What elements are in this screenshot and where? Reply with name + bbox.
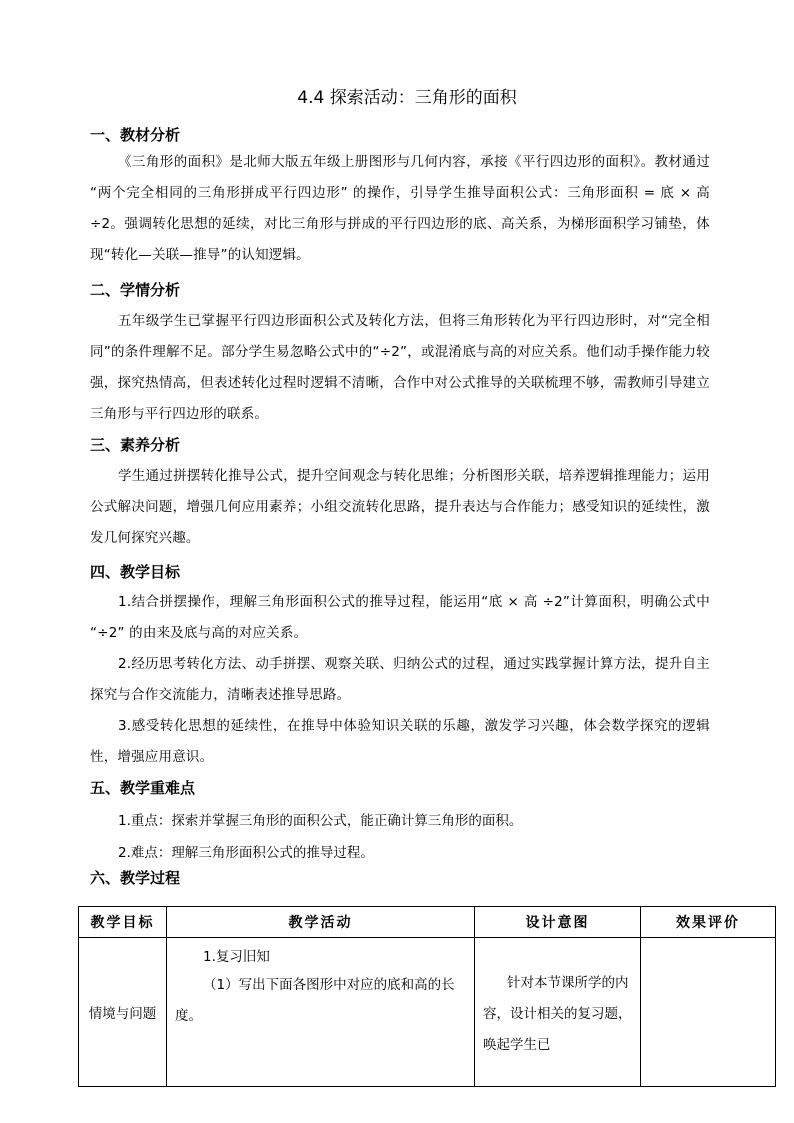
section-heading-key-difficulties: 五、教学重难点 <box>90 779 196 797</box>
page-title: 4.4 探索活动：三角形的面积 <box>297 88 517 108</box>
activity-line-exercise: （1）写出下面各图形中对应的底和高的长度。 <box>175 977 455 1024</box>
table-header-evaluation: 效果评价 <box>641 907 776 938</box>
cell-goal: 情境与问题 <box>79 938 167 1087</box>
section-heading-student-analysis: 二、学情分析 <box>90 281 181 299</box>
cell-activity <box>167 938 475 1087</box>
table-row <box>79 938 776 1087</box>
table-header-activity: 教学活动 <box>167 907 475 938</box>
table-header-intent: 设计意图 <box>475 907 641 938</box>
section-heading-textbook-analysis: 一、教材分析 <box>90 126 181 144</box>
cell-intent: 针对本节课所学的内容，设计相关的复习题，唤起学生已 <box>475 938 641 1087</box>
textbook-analysis-paragraph: 《三角形的面积》是北师大版五年级上册图形与几何内容，承接《平行四边形的面积》。教材通过 “两个完全相同的三角形拼成平行四边形” 的操作，引导学生推导面积公式：三角形面积 = 底 × 高 ÷2。强调转化思想的延续，对比三角形与拼成的平行四边形的底、高关系，为梯形面积学习铺垫，体现“转化—关联—推导”的认知逻辑。 <box>90 154 710 263</box>
teaching-goal-2: 2.经历思考转化方法、动手拼摆、观察关联、归纳公式的过程，通过实践掌握计算方法，提升自主探究与合作交流能力，清晰表述推导思路。 <box>90 656 710 703</box>
table-header-goal: 教学目标 <box>79 907 167 938</box>
section-heading-competency-analysis: 三、素养分析 <box>90 436 181 454</box>
competency-analysis-paragraph: 学生通过拼摆转化推导公式，提升空间观念与转化思维；分析图形关联，培养逻辑推理能力；运用公式解决问题，增强几何应用素养；小组交流转化思路，提升表达与合作能力；感受知识的延续性，激发几何探究兴趣。 <box>90 468 710 546</box>
activity-line-review: 1.复习旧知 <box>203 949 270 965</box>
cell-evaluation <box>641 938 776 1087</box>
student-analysis-paragraph: 五年级学生已掌握平行四边形面积公式及转化方法，但将三角形转化为平行四边形时，对“完全相同”的条件理解不足。部分学生易忽略公式中的“÷2”，或混淆底与高的对应关系。他们动手操作能力较强，探究热情高，但表述转化过程时逻辑不清晰，合作中对公式推导的关联梳理不够，需教师引导建立三角形与平行四边形的联系。 <box>90 313 710 422</box>
section-heading-teaching-process: 六、教学过程 <box>90 869 181 887</box>
key-point: 1.重点：探索并掌握三角形的面积公式，能正确计算三角形的面积。 <box>118 813 523 829</box>
teaching-goal-1: 1.结合拼摆操作，理解三角形面积公式的推导过程，能运用“底 × 高 ÷2”计算面积，明确公式中 “÷2” 的由来及底与高的对应关系。 <box>90 594 710 641</box>
teaching-goal-3: 3.感受转化思想的延续性，在推导中体验知识关联的乐趣，激发学习兴趣，体会数学探究的逻辑性，增强应用意识。 <box>90 718 710 765</box>
table-header-row <box>79 907 776 938</box>
section-heading-teaching-goals: 四、教学目标 <box>90 563 181 581</box>
difficult-point: 2.难点：理解三角形面积公式的推导过程。 <box>118 845 374 861</box>
teaching-process-table <box>78 906 776 1087</box>
